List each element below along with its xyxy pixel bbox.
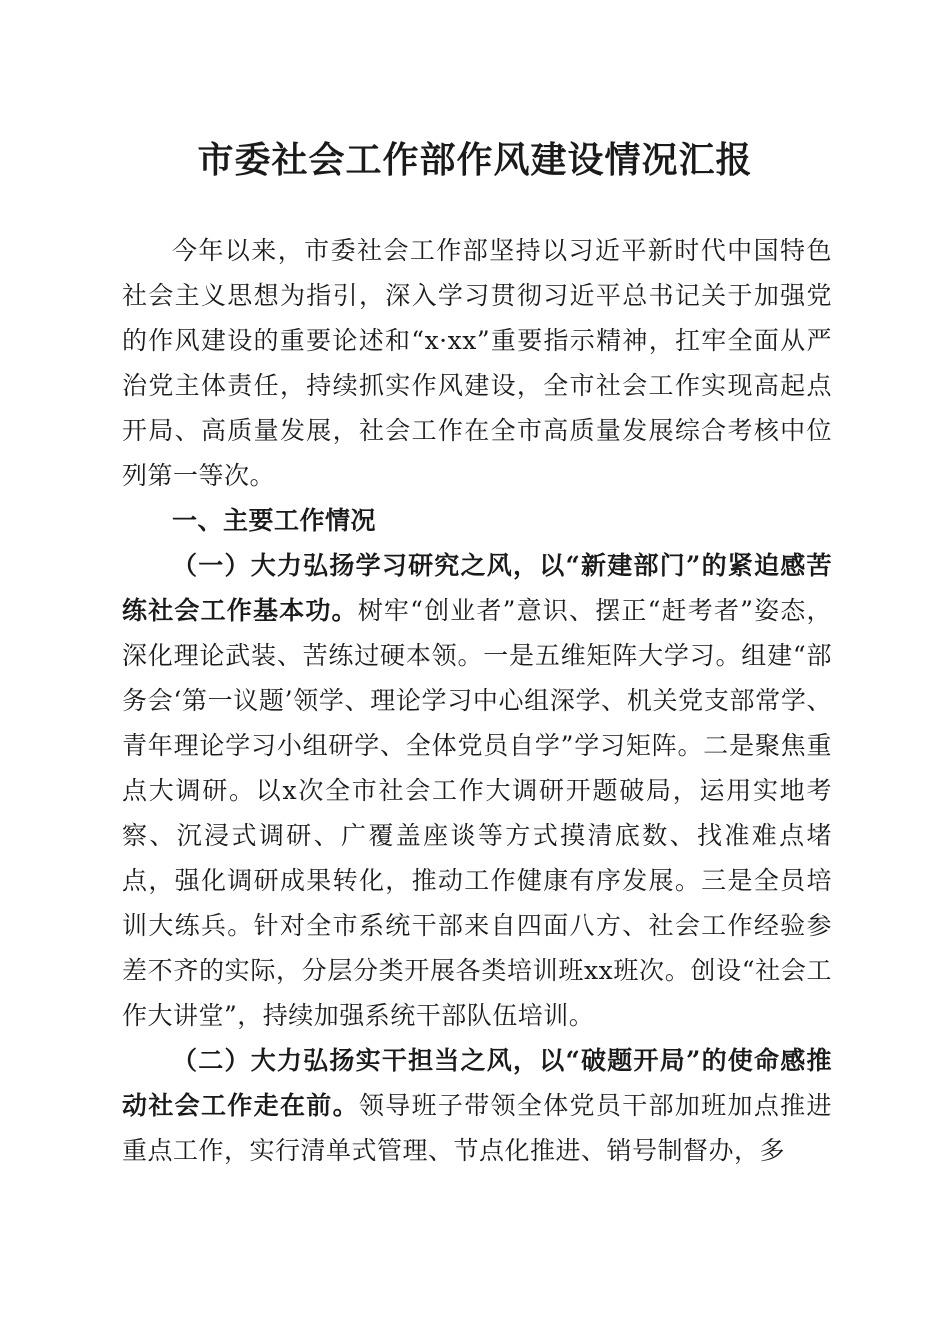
intro-paragraph: 今年以来，市委社会工作部坚持以习近平新时代中国特色社会主义思想为指引，深入学习贯彻习近平总书记关于加强党的作风建设的重要论述和“x·xx”重要指示精神，扛牢全面从严治党主体责任，持续抓实作风建设，全市社会工作实现高起点开局、高质量发展，社会工作在全市高质量发展综合考核中位列第一等次。 — [122, 236, 832, 490]
document-body — [122, 228, 832, 1173]
section-heading: 一、主要工作情况 — [172, 506, 377, 535]
subsection-2-lead: （二）大力弘扬实干担当之风，以“破题开局”的使命感推动社会工作走在前。 — [122, 1046, 832, 1120]
subsection-1-body: 树牢“创业者”意识、摆正“赶考者”姿态，深化理论武装、苦练过硬本领。一是五维矩阵大学习。组建“部务会‘第一议题’领学、理论学习中心组深学、机关党支部常学、青年理论学习小组研学、全体党员自学”学习矩阵。二是聚焦重点大调研。以x次全市社会工作大调研开题破局，运用实地考察、沉浸式调研、广覆盖座谈等方式摸清底数、找准难点堵点，强化调研成果转化，推动工作健康有序发展。三是全员培训大练兵。针对全市系统干部来自四面八方、社会工作经验参差不齐的实际，分层分类开展各类培训班xx班次。创设“社会工作大讲堂”，持续加强系统干部队伍培训。 — [122, 596, 832, 1030]
subsection-2-paragraph — [122, 1038, 832, 1173]
subsection-1-lead: （一）大力弘扬学习研究之风，以“新建部门”的紧迫感苦练社会工作基本功。 — [122, 551, 832, 625]
document-title: 市委社会工作部作风建设情况汇报 — [197, 139, 753, 181]
subsection-1-paragraph — [122, 543, 832, 1038]
subsection-2-body: 领导班子带领全体党员干部加班加点推进重点工作，实行清单式管理、节点化推进、销号制督办，多 — [122, 1091, 832, 1165]
